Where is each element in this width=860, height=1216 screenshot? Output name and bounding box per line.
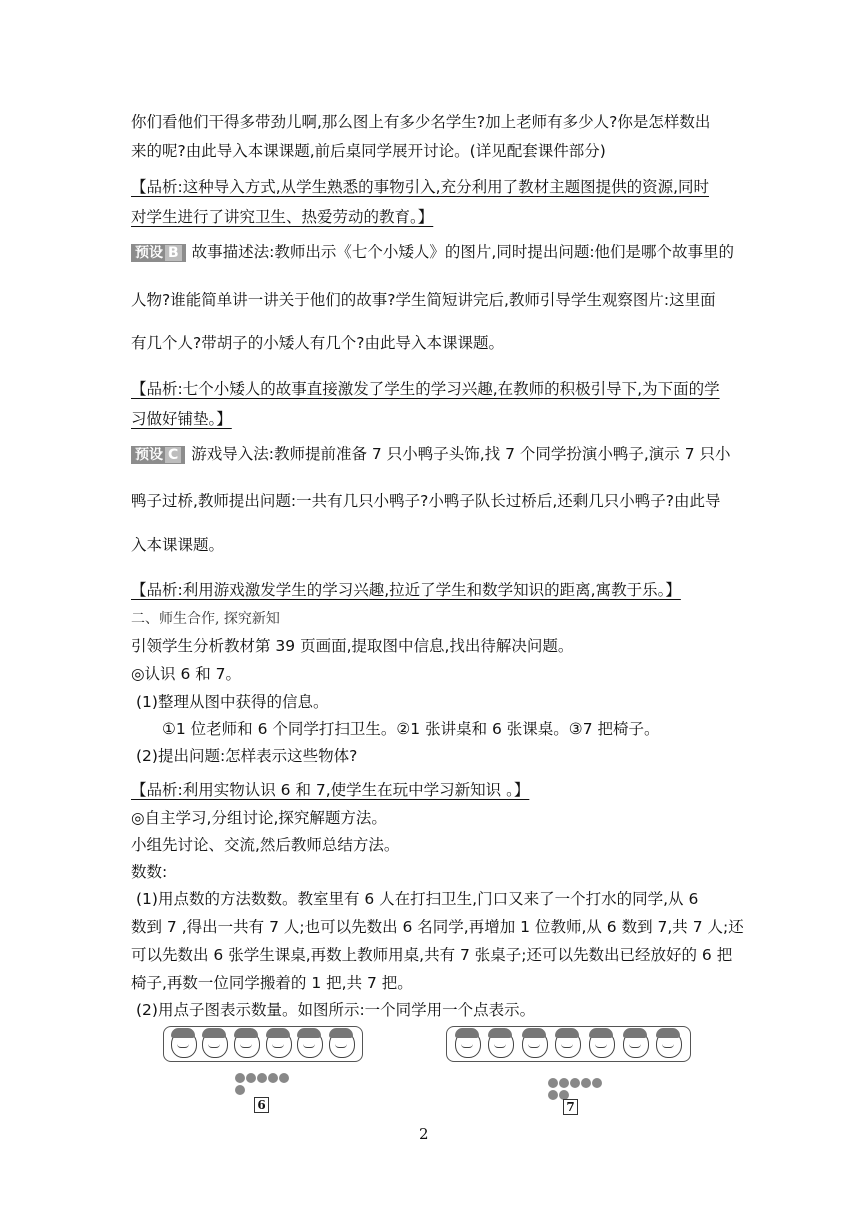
text-line: (2)用点子图表示数量。如图所示:一个同学用一个点表示。 bbox=[136, 1001, 536, 1019]
text-line: 鸭子过桥,教师提出问题:一共有几只小鸭子?小鸭子队长过桥后,还剩几只小鸭子?由此导 bbox=[131, 492, 721, 510]
number-box-6: 6 bbox=[254, 1097, 269, 1113]
dot bbox=[581, 1078, 591, 1088]
commentary: 【品析:利用实物认识 6 和 7,使学生在玩中学习新知识 。】 bbox=[131, 781, 530, 799]
text-line: 小组先讨论、交流,然后教师总结方法。 bbox=[131, 836, 400, 854]
child-face-icon bbox=[455, 1030, 481, 1058]
commentary: 对学生进行了讲究卫生、热爱劳动的教育。】 bbox=[131, 208, 434, 226]
preset-b: 预设 B 故事描述法:教师出示《七个小矮人》的图片,同时提出问题:他们是哪个故事里的 bbox=[131, 242, 734, 262]
text-line: 椅子,再数一位同学搬着的 1 把,共 7 把。 bbox=[131, 974, 413, 992]
children-picture-7 bbox=[446, 1026, 691, 1062]
child-face-icon bbox=[555, 1030, 581, 1058]
preset-tag: 预设 B bbox=[131, 244, 186, 262]
page-number: 2 bbox=[419, 1125, 429, 1143]
commentary: 【品析:利用游戏激发学生的学习兴趣,拉近了学生和数学知识的距离,寓教于乐。】 bbox=[131, 581, 681, 599]
text-line: 来的呢?由此导入本课课题,前后桌同学展开讨论。(详见配套课件部分) bbox=[131, 142, 606, 160]
preset-tag: 预设 C bbox=[131, 446, 185, 464]
section-heading: 二、师生合作, 探究新知 bbox=[131, 611, 280, 627]
text-line: 引领学生分析教材第 39 页画面,提取图中信息,找出待解决问题。 bbox=[131, 637, 574, 655]
dot bbox=[279, 1073, 289, 1083]
child-face-icon bbox=[488, 1030, 514, 1058]
dot bbox=[268, 1073, 278, 1083]
dot bbox=[570, 1078, 580, 1088]
text-line: (2)提出问题:怎样表示这些物体? bbox=[136, 747, 358, 765]
text-line: 你们看他们干得多带劲儿啊,那么图上有多少名学生?加上老师有多少人?你是怎样数出 bbox=[131, 113, 711, 131]
dot bbox=[592, 1078, 602, 1088]
preset-c: 预设 C 游戏导入法:教师提前准备 7 只小鸭子头饰,找 7 个同学扮演小鸭子,演示 7 只小 bbox=[131, 444, 731, 464]
child-face-icon bbox=[234, 1030, 260, 1058]
child-face-icon bbox=[329, 1030, 355, 1058]
commentary: 【品析:这种导入方式,从学生熟悉的事物引入,充分利用了教材主题图提供的资源,同时 bbox=[131, 178, 710, 196]
text-line: ◎认识 6 和 7。 bbox=[131, 665, 242, 683]
text-line: 数数: bbox=[131, 863, 168, 881]
commentary: 习做好铺垫。】 bbox=[131, 410, 232, 428]
child-face-icon bbox=[656, 1030, 682, 1058]
child-face-icon bbox=[522, 1030, 548, 1058]
child-face-icon bbox=[171, 1030, 197, 1058]
text-line: 数到 7 ,得出一共有 7 人;也可以先数出 6 名同学,再增加 1 位教师,从 6 数到 7,共 7 人;还 bbox=[131, 918, 744, 936]
children-picture-6 bbox=[163, 1026, 363, 1062]
child-face-icon bbox=[297, 1030, 323, 1058]
dot bbox=[548, 1090, 558, 1100]
number-box-7: 7 bbox=[563, 1099, 578, 1115]
text-line: 人物?谁能简单讲一讲关于他们的故事?学生简短讲完后,教师引导学生观察图片:这里面 bbox=[131, 291, 716, 309]
text-line: ①1 位老师和 6 个同学打扫卫生。②1 张讲桌和 6 张课桌。③7 把椅子。 bbox=[162, 720, 660, 738]
text-line: 入本课课题。 bbox=[131, 536, 225, 554]
dot bbox=[257, 1073, 267, 1083]
text-line: 有几个人?带胡子的小矮人有几个?由此导入本课课题。 bbox=[131, 334, 504, 352]
dot bbox=[246, 1073, 256, 1083]
child-face-icon bbox=[202, 1030, 228, 1058]
dot-diagram-6-extra bbox=[235, 1080, 246, 1099]
child-face-icon bbox=[266, 1030, 292, 1058]
child-face-icon bbox=[623, 1030, 649, 1058]
dot bbox=[235, 1085, 245, 1095]
text-line: (1)整理从图中获得的信息。 bbox=[136, 693, 329, 711]
text-line: ◎自主学习,分组讨论,探究解题方法。 bbox=[131, 809, 387, 827]
text-line: 可以先数出 6 张学生课桌,再数上教师用桌,共有 7 张桌子;还可以先数出已经放好的 6 把 bbox=[131, 946, 733, 964]
commentary: 【品析:七个小矮人的故事直接激发了学生的学习兴趣,在教师的积极引导下,为下面的学 bbox=[131, 380, 720, 398]
text-line: (1)用点数的方法数数。教室里有 6 人在打扫卫生,门口又来了一个打水的同学,从 6 bbox=[136, 890, 699, 908]
child-face-icon bbox=[589, 1030, 615, 1058]
